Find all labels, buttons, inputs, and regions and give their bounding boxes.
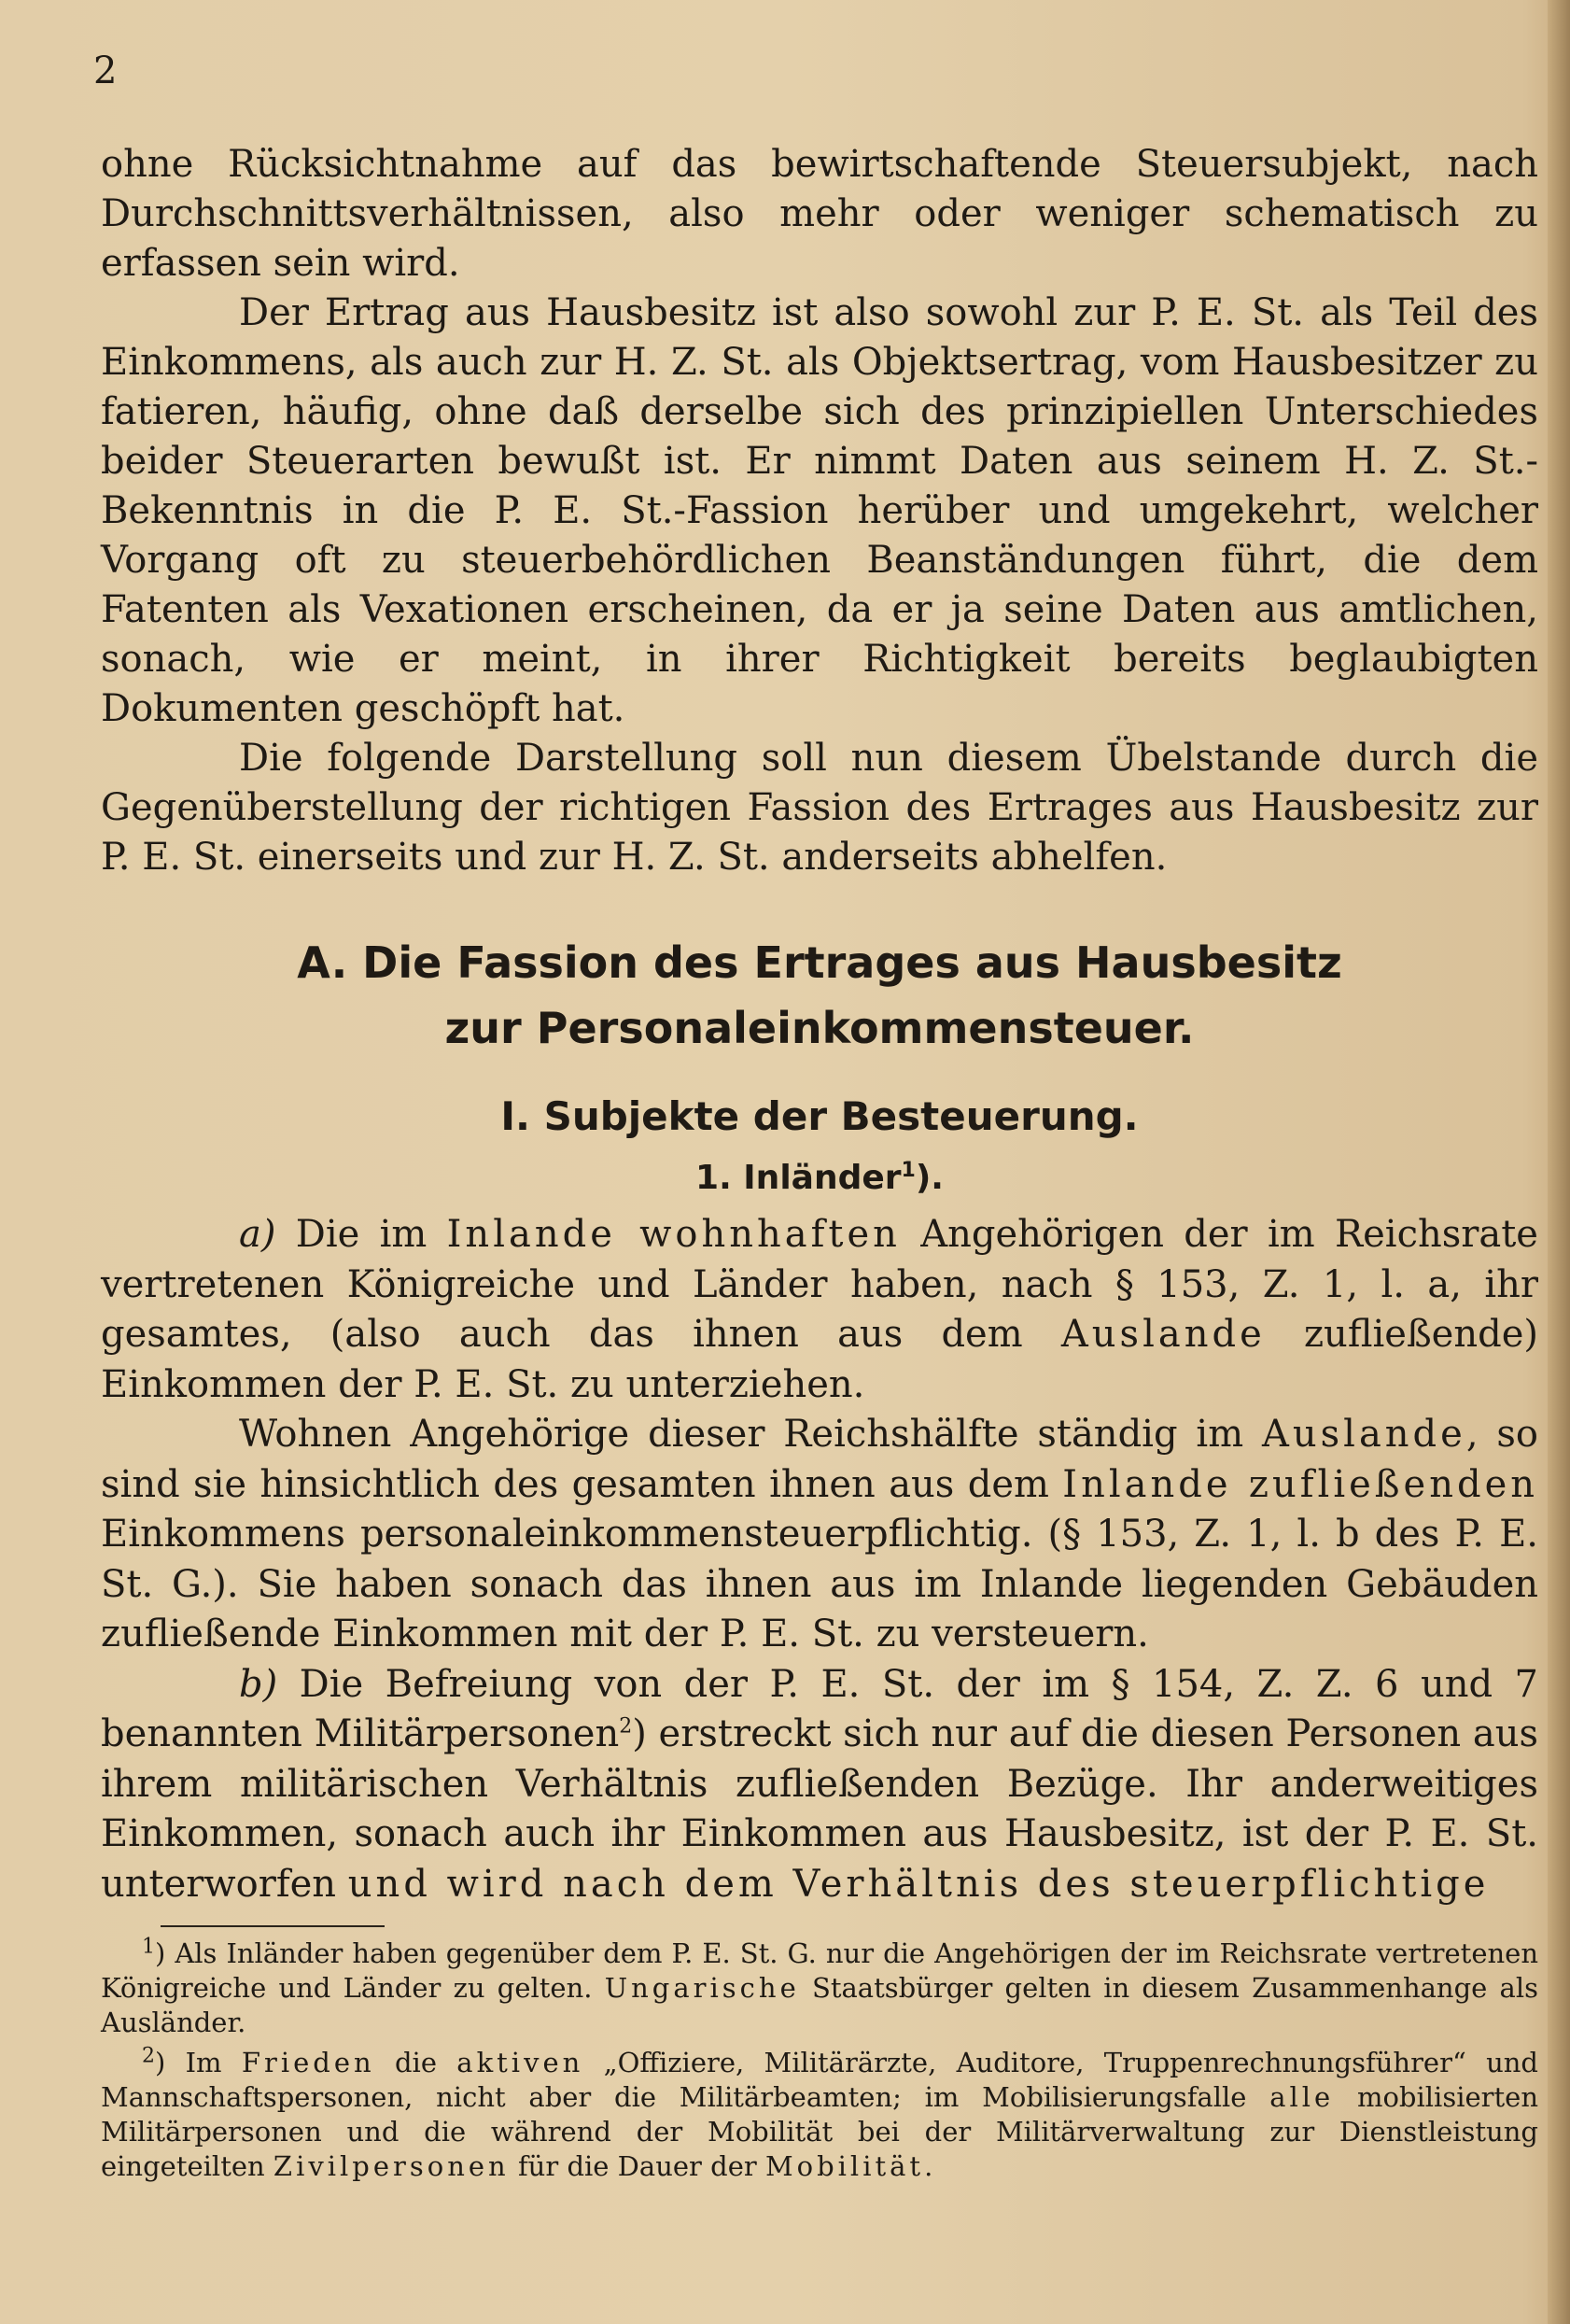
intro-paragraph-1: ohne Rücksichtnahme auf das bewirtschaftende Steuersubjekt, nach Durchschnittsverhältnissen, also mehr oder weniger schematisch zu erfassen sein wird.	[101, 143, 1538, 285]
subsection-title: I. Subjekte der Besteuerung.	[500, 1093, 1139, 1139]
paragraph-b-label: b)	[239, 1662, 278, 1706]
footnotes	[101, 1937, 1538, 2190]
subsubsection-title-close: ).	[915, 1159, 944, 1197]
footnote-2: $^2$) Im Frieden die aktiven „Offiziere, Militärärzte, Auditore, Truppenrechnungsführer“ und Mannschaftspersonen, nicht aber die Militärbeamten; im Mobilisierungsfalle alle mobilisierten Militärpersonen und die während der Mobilität bei der Militärverwaltung zur Dienstleistung eingeteilten Zivilpersonen für die Dauer der Mobilität.	[101, 2044, 1538, 2182]
paragraph-a-label: a)	[239, 1213, 276, 1256]
intro-paragraph-3: Die folgende Darstellung soll nun diesem Übelstande durch die Gegenüberstellung der richtigen Fassion des Ertrages aus Hausbesitz zur P. E. St. einerseits und zur H. Z. St. anderseits abhelfen.	[101, 737, 1538, 879]
paragraph-a-continued: Wohnen Angehörige dieser Reichshälfte ständig im Auslande, so sind sie hinsichtlich des gesamten ihnen aus dem Inlande zufließenden Einkommens personaleinkommensteuerpflichtig. (§ 153, Z. 1, l. b des P. E. St. G.). Sie haben sonach das ihnen aus im Inlande liegenden Gebäuden zufließende Einkommen mit der P. E. St. zu versteuern.	[101, 1413, 1539, 1655]
page-number: 2	[93, 49, 118, 92]
section-body	[101, 1210, 1538, 1909]
footnote-ref-2: 2	[619, 1714, 633, 1739]
subsubsection-title-text: 1. Inländer	[695, 1159, 902, 1197]
footnote-ref-1: 1	[901, 1159, 916, 1182]
intro-text	[101, 140, 1538, 882]
paragraph-a: a) Die im Inlande wohnhaften Angehörigen der im Reichsrate vertretenen Königreiche und Länder haben, nach § 153, Z. 1, l. a, ihr gesamtes, (also auch das ihnen aus dem Auslande zufließende) Einkommen der P. E. St. zu unterziehen.	[101, 1213, 1538, 1406]
intro-paragraph-2: Der Ertrag aus Hausbesitz ist also sowohl zur P. E. St. als Teil des Einkommens, als auch zur H. Z. St. als Objektsertrag, vom Hausbesitzer zu fatieren, häufig, ohne daß derselbe sich des prinzipiellen Unterschiedes beider Steuerarten bewußt ist. Er nimmt Daten aus seinem H. Z. St.-Bekenntnis in die P. E. St.-Fassion herüber und umgekehrt, welcher Vorgang oft zu steuerbehördlichen Beanständungen führt, die dem Fatenten als Vexationen erscheinen, da er ja seine Daten aus amtlichen, sonach, wie er meint, in ihrer Richtigkeit bereits beglaubigten Dokumenten geschöpft hat.	[101, 291, 1538, 730]
footnote-rule	[161, 1925, 385, 1927]
footnote-1: $^1$) Als Inländer haben gegenüber dem P. E. St. G. nur die Angehörigen der im Reichsrate vertretenen Königreiche und Länder zu gelten. Ungarische Staatsbürger gelten in diesem Zusammenhange als Ausländer.	[101, 1935, 1538, 2038]
page-edge	[1548, 0, 1570, 2324]
section-title-line-2: zur Personaleinkommensteuer.	[444, 1003, 1195, 1053]
subsubsection-title	[101, 1154, 1538, 1203]
section-title-line-1: A. Die Fassion des Ertrages aus Hausbesitz	[297, 937, 1342, 988]
paragraph-b: b) Die Befreiung von der P. E. St. der im § 154, Z. Z. 6 und 7 benannten Militärpersonen$^2$) erstreckt sich nur auf die diesen Personen aus ihrem militärischen Verhältnis zufließenden Bezüge. Ihr anderweitiges Einkommen, sonach auch ihr Einkommen aus Hausbesitz, ist der P. E. St. unterworfen und wird nach dem Verhältnis des steuerpflichtige	[101, 1662, 1538, 1906]
